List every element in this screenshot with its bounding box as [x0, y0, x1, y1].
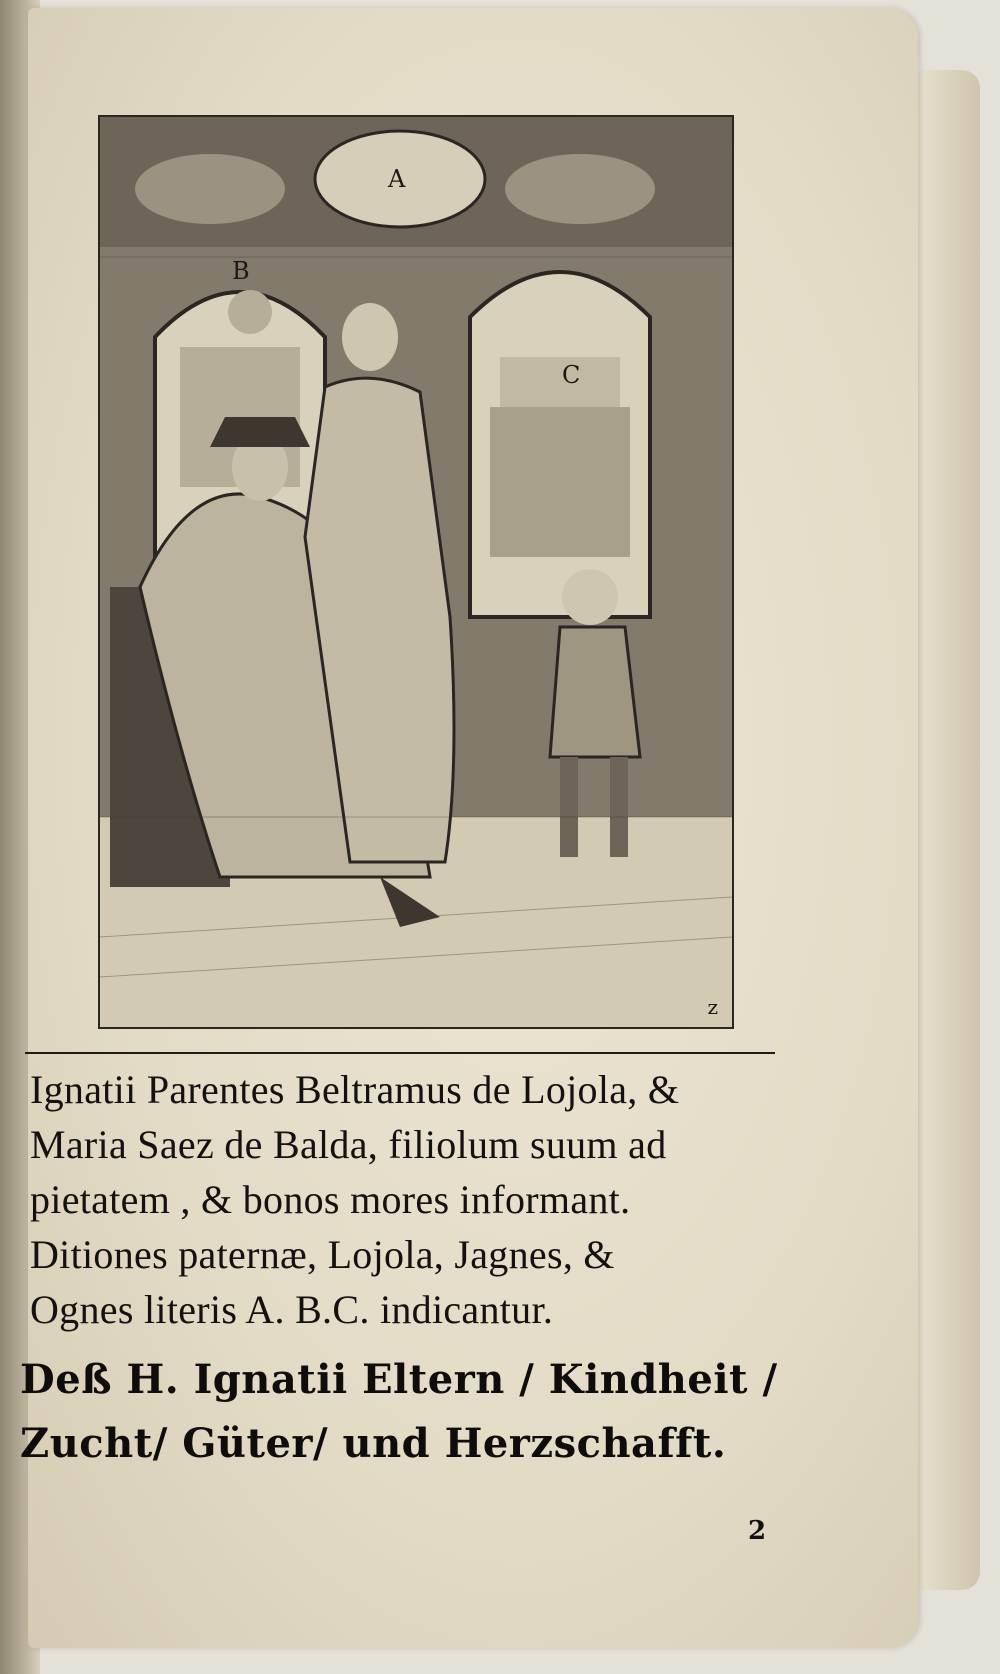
- plate-letter-c: C: [562, 361, 581, 389]
- latin-caption: [30, 1062, 790, 1337]
- plate-signature: z: [707, 995, 718, 1019]
- plate-letter-b: B: [232, 257, 250, 285]
- caption-rule: [25, 1052, 775, 1054]
- page-number: 2: [748, 1516, 767, 1546]
- latin-line: Maria Saez de Balda, filiolum suum ad: [30, 1122, 667, 1167]
- german-line: Zucht/ Güter/ und Herzschafft.: [20, 1420, 727, 1467]
- latin-line: Ognes literis A. B.C. indicantur.: [30, 1287, 554, 1332]
- latin-line: Ditiones paternæ, Lojola, Jagnes, &: [30, 1232, 615, 1277]
- german-line: Deß H. Ignatii Eltern / Kindheit /: [20, 1356, 778, 1403]
- latin-line: Ignatii Parentes Beltramus de Lojola, &: [30, 1067, 680, 1112]
- plate-letter-a: A: [388, 165, 406, 193]
- engraving-illustration: [100, 117, 732, 1027]
- latin-line: pietatem , & bonos mores informant.: [30, 1177, 631, 1222]
- german-caption: [20, 1348, 790, 1476]
- engraving-plate: [98, 115, 734, 1029]
